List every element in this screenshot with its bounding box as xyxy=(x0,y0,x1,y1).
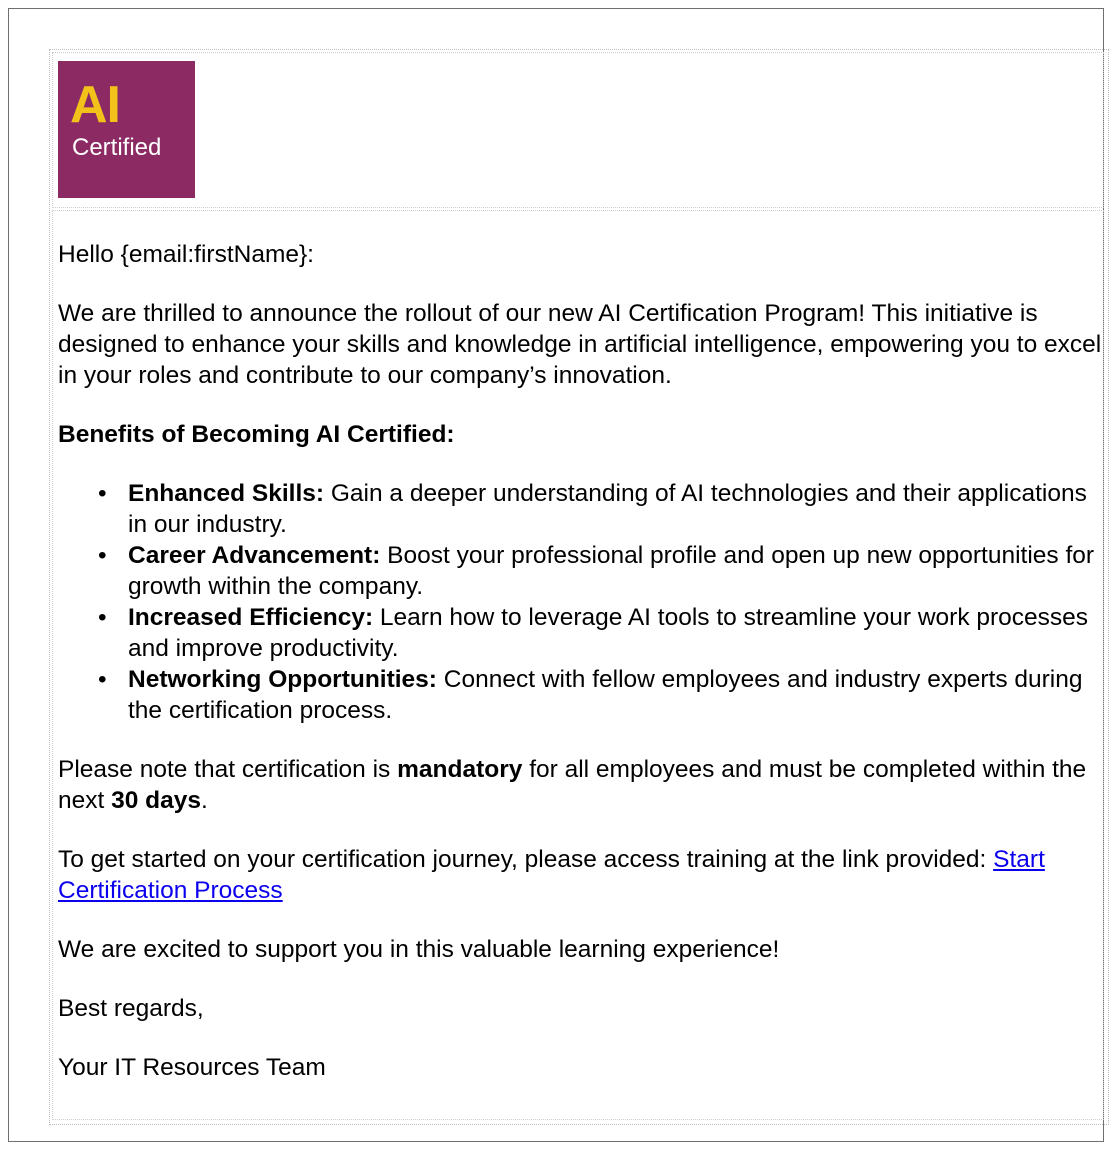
logo-ai-text: AI xyxy=(70,76,120,134)
bullet-icon: • xyxy=(98,666,107,693)
list-item xyxy=(98,664,1103,726)
benefit-text: Gain a deeper understanding of AI technologies and their applications in our industry. xyxy=(128,480,1087,538)
benefit-text: Boost your professional profile and open up new opportunities for growth within the company. xyxy=(128,542,1095,600)
intro-paragraph: We are thrilled to announce the rollout of our new AI Certification Program! This initiative is designed to enhance your skills and knowledge in artificial intelligence, empowering you to excel in your roles and contribute to our company’s innovation. xyxy=(58,300,1102,389)
email-template xyxy=(49,49,1109,1125)
benefit-title: Enhanced Skills: xyxy=(128,480,325,507)
email-header xyxy=(52,52,1104,208)
list-item xyxy=(98,540,1103,602)
benefit-title: Networking Opportunities: xyxy=(128,666,437,693)
benefits-heading-text: Benefits of Becoming AI Certified: xyxy=(58,421,455,448)
signoff: Best regards, xyxy=(58,995,204,1022)
note-mandatory: mandatory xyxy=(397,756,523,783)
benefit-text: Learn how to leverage AI tools to streamline your work processes and improve productivity. xyxy=(128,604,1089,662)
benefit-title: Increased Efficiency: xyxy=(128,604,374,631)
benefit-text: Connect with fellow employees and industry experts during the certification process. xyxy=(128,666,1083,724)
logo-certified-text: Certified xyxy=(72,134,162,161)
list-item xyxy=(98,478,1103,540)
email-body xyxy=(52,210,1104,1120)
benefits-heading xyxy=(58,419,1103,450)
bullet-icon: • xyxy=(98,604,107,631)
cta-text: To get started on your certification journey, please access training at the link provided: xyxy=(58,846,987,873)
bullet-icon: • xyxy=(98,542,107,569)
closing-paragraph: We are excited to support you in this valuable learning experience! xyxy=(58,936,780,963)
ai-certified-logo xyxy=(58,61,195,198)
mandatory-note xyxy=(58,754,1103,816)
cta-paragraph xyxy=(58,844,1103,906)
note-text-1: Please note that certification is xyxy=(58,756,391,783)
bullet-icon: • xyxy=(98,480,107,507)
start-certification-link[interactable]: Start Certification Process xyxy=(58,846,1045,904)
note-text-3: . xyxy=(201,787,208,814)
signature: Your IT Resources Team xyxy=(58,1054,326,1081)
benefit-title: Career Advancement: xyxy=(128,542,381,569)
benefits-list xyxy=(58,478,1103,726)
note-deadline: 30 days xyxy=(111,787,202,814)
note-text-2: for all employees and must be completed within the next xyxy=(58,756,1087,814)
greeting: Hello {email:firstName}: xyxy=(58,241,314,268)
email-viewer-frame xyxy=(8,8,1104,1142)
list-item xyxy=(98,602,1103,664)
